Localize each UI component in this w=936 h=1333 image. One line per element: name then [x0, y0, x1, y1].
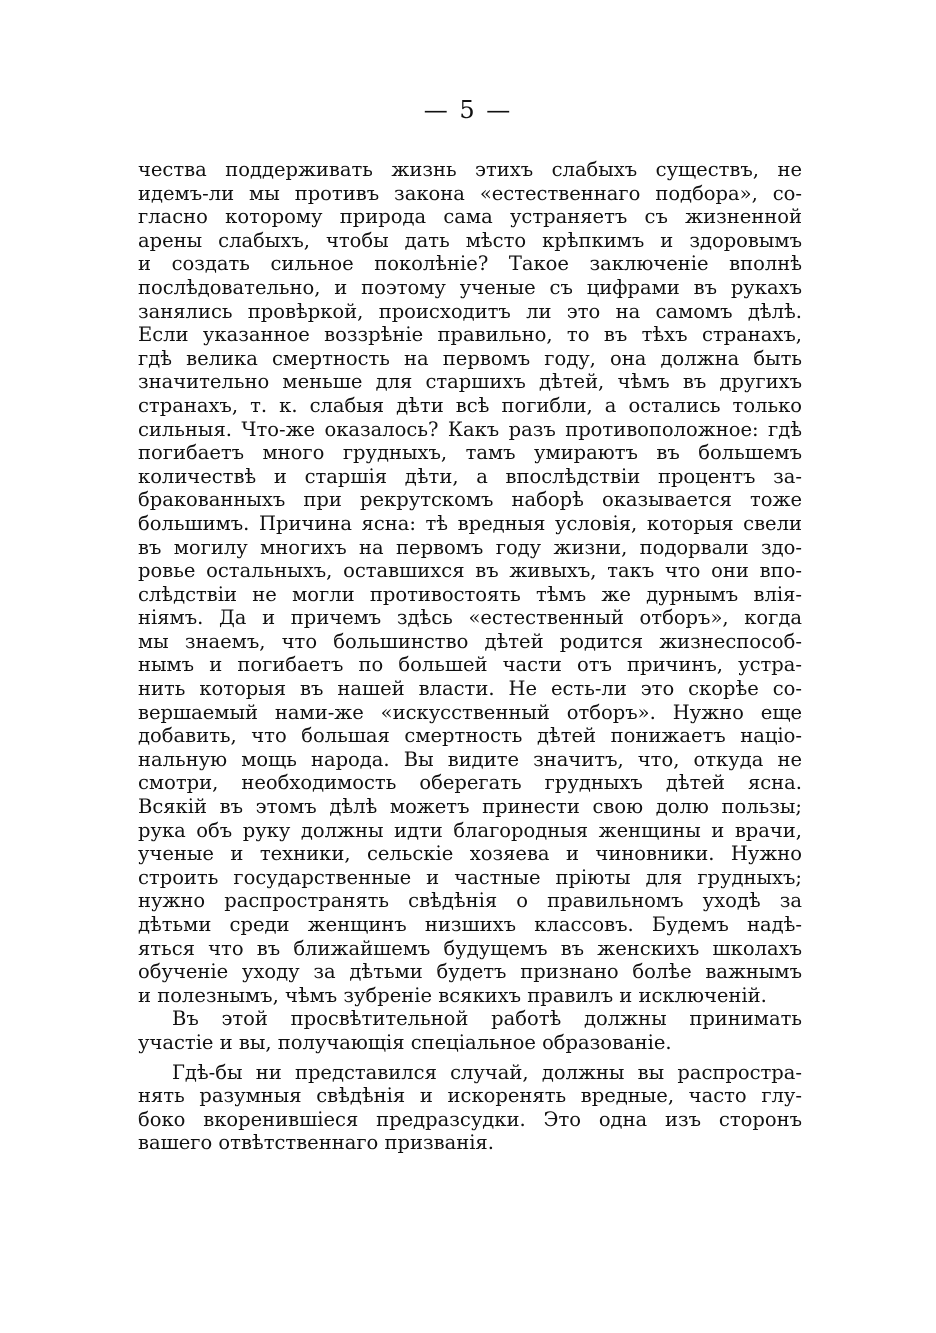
text-line: вершаемый нами-же «искусственный отборъ». Нужно еще [138, 700, 802, 724]
paragraph-3 [138, 1061, 802, 1155]
text-line: яться что въ ближайшемъ будущемъ въ женскихъ школахъ [138, 936, 802, 960]
text-line: странахъ, т. к. слабыя дѣти всѣ погибли, а остались только [138, 393, 802, 417]
text-line: нять разумныя свѣдѣнія и искоренять вредные, часто глу- [138, 1084, 802, 1108]
text-line: бракованныхъ при рекрутскомъ наборѣ оказывается тоже [138, 488, 802, 512]
text-line: идемъ-ли мы противъ закона «естественнаго подбора», со- [138, 181, 802, 205]
page-number: — 5 — [423, 96, 513, 124]
text-line: участіе и вы, получающія спеціальное образованіе. [138, 1030, 672, 1054]
text-line: и полезнымъ, чѣмъ зубреніе всякихъ правилъ и исключеній. [138, 983, 767, 1007]
text-line: обученіе уходу за дѣтьми будетъ признано болѣе важнымъ [138, 960, 802, 984]
text-line: погибаетъ много грудныхъ, тамъ умираютъ въ большемъ [138, 441, 802, 465]
text-line: Въ этой просвѣтительной работѣ должны принимать [172, 1007, 802, 1031]
text-line: чества поддерживать жизнь этихъ слабыхъ существъ, не [138, 158, 802, 181]
text-line: мы знаемъ, что большинство дѣтей родится жизнеспособ- [138, 629, 802, 653]
text-line: Гдѣ-бы ни представился случай, должны вы распростра- [172, 1060, 802, 1084]
text-line: большимъ. Причина ясна: тѣ вредныя условія, которыя свели [138, 511, 802, 535]
text-line: и создать сильное поколѣніе? Такое заключеніе вполнѣ [138, 252, 802, 276]
text-line: послѣдовательно, и поэтому ученые съ цифрами въ рукахъ [138, 275, 802, 299]
text-line: значительно меньше для старшихъ дѣтей, чѣмъ въ другихъ [138, 370, 802, 394]
text-line: Всякій въ этомъ дѣлѣ можетъ принести свою долю пользы; [138, 795, 802, 819]
body-text [138, 158, 802, 1155]
text-line: количествѣ и старшія дѣти, а впослѣдствіи процентъ за- [138, 464, 802, 488]
text-line: въ могилу многихъ на первомъ году жизни, подорвали здо- [138, 535, 802, 559]
paragraph-1 [138, 158, 802, 1007]
text-line: гдѣ велика смертность на первомъ году, она должна быть [138, 346, 802, 370]
text-line: добавить, что большая смертность дѣтей понижаетъ націо- [138, 724, 802, 748]
text-line: нымъ и погибаетъ по большей части отъ причинъ, устра- [138, 653, 802, 677]
paragraph-2 [138, 1007, 802, 1054]
text-line: слѣдствіи не могли противостоять тѣмъ же дурнымъ влія- [138, 582, 802, 606]
text-line: смотри, необходимость оберегать грудныхъ дѣтей ясна. [138, 771, 802, 795]
text-line: Если указанное воззрѣніе правильно, то въ тѣхъ странахъ, [138, 323, 802, 347]
text-line: нальную мощь народа. Вы видите значитъ, что, откуда не [138, 747, 802, 771]
text-line: сильныя. Что-же оказалось? Какъ разъ противоположное: гдѣ [138, 417, 802, 441]
text-line: рука объ руку должны идти благородныя женщины и врачи, [138, 818, 802, 842]
text-line: вашего отвѣтственнаго призванія. [138, 1131, 494, 1155]
text-line: боко вкоренившіеся предразсудки. Это одна изъ сторонъ [138, 1107, 802, 1131]
text-line: арены слабыхъ, чтобы дать мѣсто крѣпкимъ и здоровымъ [138, 228, 802, 252]
text-line: строить государственные и частные пріюты для грудныхъ; [138, 865, 802, 889]
text-line: нужно распространять свѣдѣнія о правильномъ уходѣ за [138, 889, 802, 913]
text-line: ровье остальныхъ, оставшихся въ живыхъ, такъ что они впо- [138, 559, 802, 583]
text-line: ніямъ. Да и причемъ здѣсь «естественный отборъ», когда [138, 606, 802, 630]
text-line: нить которыя въ нашей власти. Не есть-ли это скорѣе со- [138, 677, 802, 701]
text-line: дѣтьми среди женщинъ низшихъ классовъ. Будемъ надѣ- [138, 913, 802, 936]
text-line: ученые и техники, сельскіе хозяева и чиновники. Нужно [138, 842, 802, 866]
text-line: гласно которому природа сама устраняетъ съ жизненной [138, 205, 802, 229]
text-line: занялись провѣркой, происходитъ ли это на самомъ дѣлѣ. [138, 299, 802, 323]
